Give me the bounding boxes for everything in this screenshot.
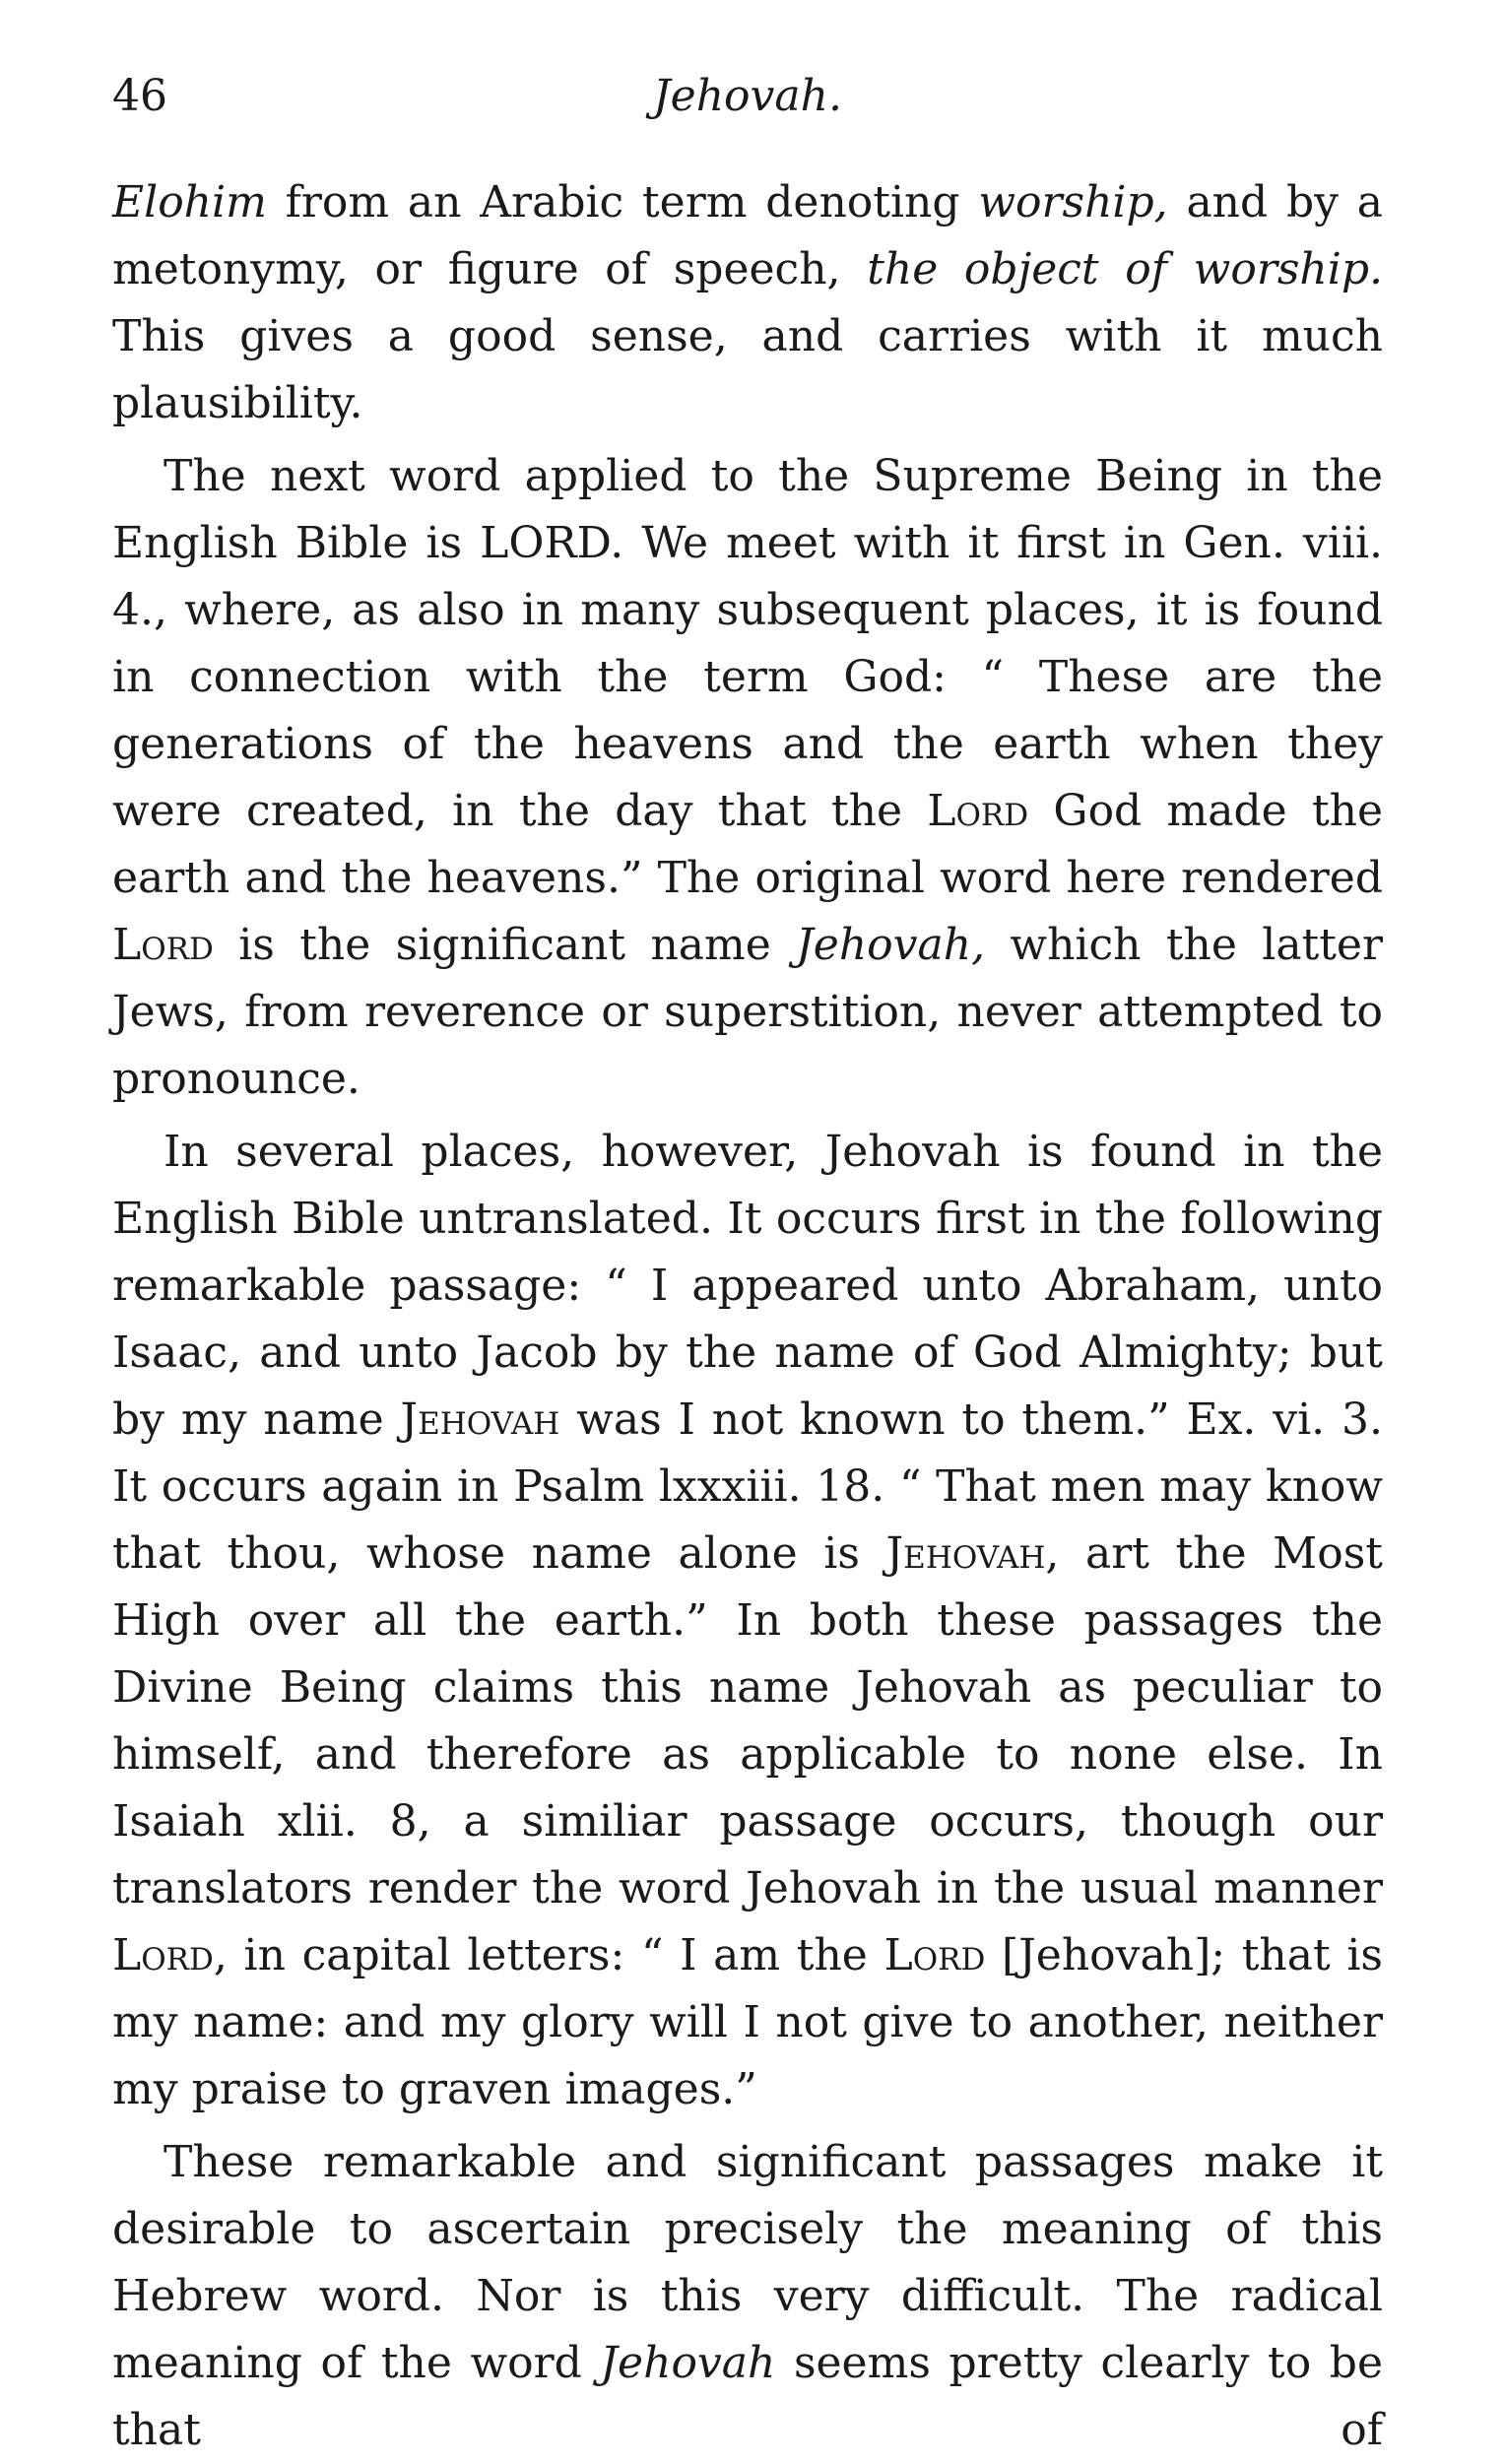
text-span: These remarkable and significant passages make it desirable to ascertain precisely the meaning of this Hebrew word. Nor is this very difficult. The radical meaning of the word	[112, 2137, 1383, 2388]
text-span: This gives a good sense, and carries with it much plausibility.	[112, 311, 1383, 428]
paragraph-1	[112, 169, 1383, 437]
text-span: Lord,	[112, 1930, 228, 1980]
text-span: art the Most High over all the earth.” In both these passages the Divine Being claims this name Jehovah as peculiar to himself, and therefore as applicable to none else. In Isaiah xlii. 8, a similiar passage occurs, though our translators render the word Jehovah in the usual manner	[112, 1528, 1383, 1913]
text-span: worship,	[978, 177, 1168, 227]
text-span: from an Arabic term denoting	[266, 177, 979, 227]
text-span: Jehovah	[600, 2338, 776, 2388]
text-span: The next word applied to the Supreme Being in the English Bible is LORD. We meet with it first in Gen. viii. 4., where, as also in many subsequent places, it is found in connection with the term God: “ These are the generations of the heavens and the earth when they were created, in the day that the	[112, 451, 1383, 836]
text-span: Lord	[883, 1930, 986, 1980]
book-page	[112, 71, 1383, 2464]
text-span: God made the earth and the heavens.” The original word here rendered	[112, 786, 1384, 903]
text-span: which the latter Jews, from reverence or superstition, never attempted to pronounce.	[112, 920, 1384, 1104]
text-span: seems pretty clearly to be that of	[112, 2338, 1383, 2455]
text-span: [Jehovah]; that is my name: and my glory will I not give to another, neither my praise to graven images.”	[112, 1930, 1383, 2114]
text-span: in capital letters: “ I am the	[227, 1930, 884, 1980]
text-span: Jehovah	[400, 1394, 560, 1445]
text-span: In several places, however, Jehovah is found in the English Bible untranslated. It occurs first in the following remarkable passage: “ I appeared unto Abraham, unto Isaac, and unto Jacob by the name of God Almighty; but by my name	[112, 1127, 1383, 1445]
text-span: Lord	[927, 786, 1029, 836]
paragraph-2	[112, 443, 1383, 1113]
text-span: the object of worship.	[867, 244, 1383, 294]
text-span: and by a metonymy, or figure of speech,	[112, 177, 1383, 294]
body-text	[112, 169, 1383, 2464]
paragraph-4	[112, 2129, 1383, 2464]
running-title: Jehovah.	[653, 71, 842, 121]
paragraph-3	[112, 1119, 1383, 2123]
text-span: Elohim	[112, 177, 267, 227]
text-span: Jehovah,	[885, 1528, 1060, 1579]
running-head	[112, 71, 1383, 130]
text-span: was I not known to them.” Ex. vi. 3. It occurs again in Psalm lxxxiii. 18. “ That men may know that thou, whose name alone is	[112, 1394, 1383, 1579]
text-span: is the significant name	[213, 920, 797, 970]
text-span: Lord	[112, 920, 214, 970]
page-number: 46	[112, 71, 167, 121]
text-span: Jehovah,	[796, 920, 986, 970]
